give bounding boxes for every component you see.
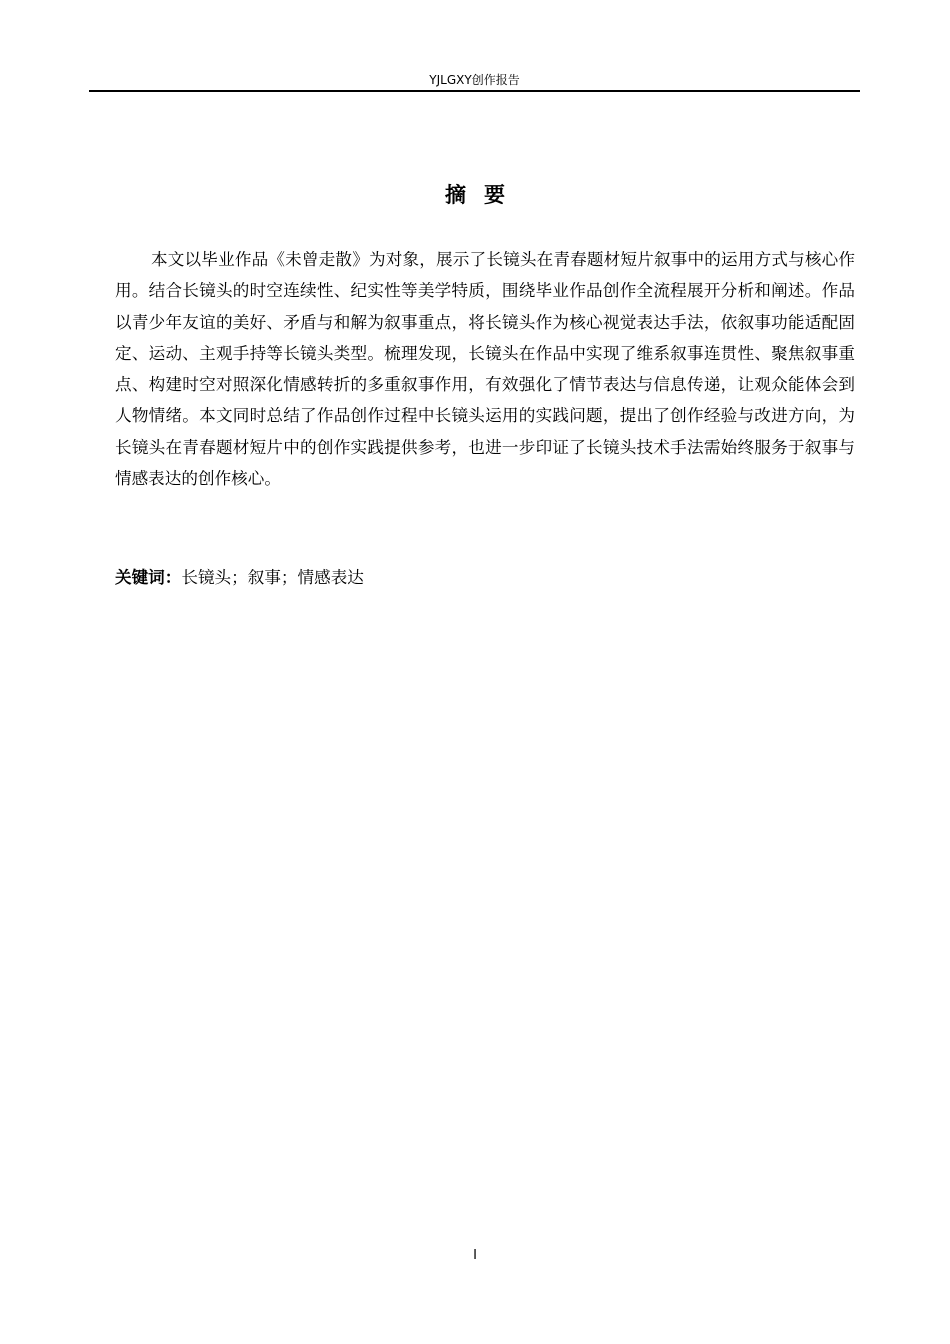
abstract-body: 本文以毕业作品《未曾走散》为对象，展示了长镜头在青春题材短片叙事中的运用方式与核心作用。结合长镜头的时空连续性、纪实性等美学特质，围绕毕业作品创作全流程展开分析和阐述。作品以青少年友谊的美好、矛盾与和解为叙事重点，将长镜头作为核心视觉表达手法，依叙事功能适配固定、运动、主观手持等长镜头类型。梳理发现，长镜头在作品中实现了维系叙事连贯性、聚焦叙事重点、构建时空对照深化情感转折的多重叙事作用，有效强化了情节表达与信息传递，让观众能体会到人物情绪。本文同时总结了作品创作过程中长镜头运用的实践问题，提出了创作经验与改进方向，为长镜头在青春题材短片中的创作实践提供参考，也进一步印证了长镜头技术手法需始终服务于叙事与情感表达的创作核心。 [115, 250, 855, 489]
header-title: YJLGXY创作报告 [429, 73, 520, 87]
page-number: I [473, 1248, 477, 1263]
keywords-value: 长镜头；叙事；情感表达 [181, 568, 364, 587]
page-header [89, 72, 860, 92]
keywords [115, 563, 855, 593]
abstract-title: 摘要 [445, 183, 523, 207]
keywords-label: 关键词： [115, 568, 182, 587]
